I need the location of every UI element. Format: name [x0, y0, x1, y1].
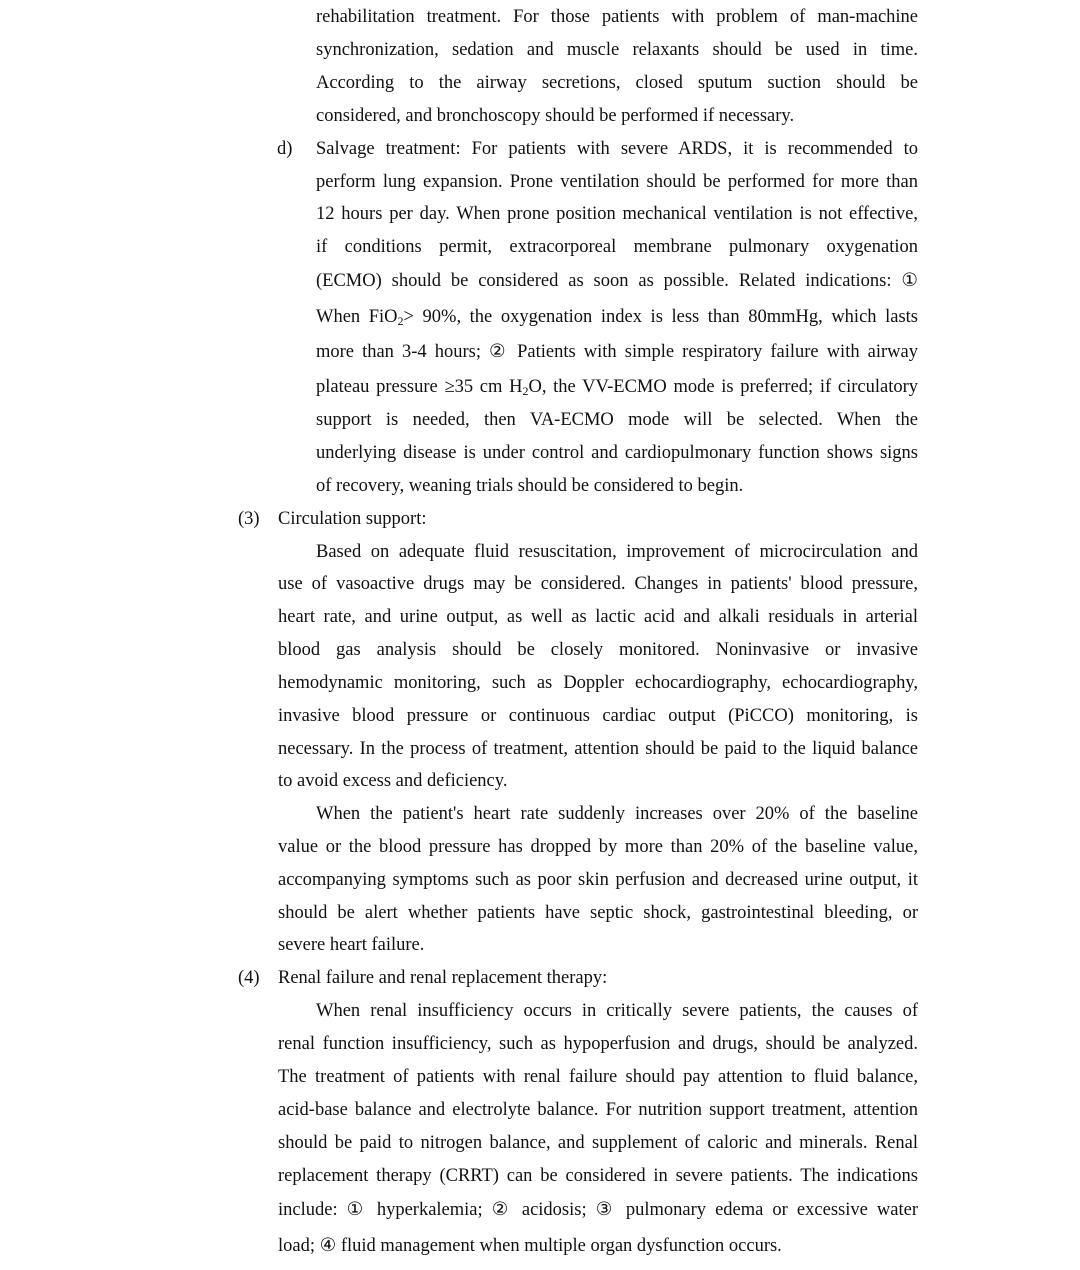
text-line: include: ① hyperkalemia; ② acidosis; ③ pulmonary edema or excessive water [278, 1200, 918, 1220]
text-line: invasive blood pressure or continuous cardiac output (PiCCO) monitoring, is [278, 706, 918, 726]
text-line: necessary. In the process of treatment, attention should be paid to the liquid balance [278, 739, 918, 759]
section-number: (4) [238, 968, 260, 988]
section-heading: Renal failure and renal replacement therapy: [278, 968, 608, 988]
text-line: 12 hours per day. When prone position mechanical ventilation is not effective, [316, 204, 918, 224]
list-marker: d) [277, 139, 293, 159]
text-line: replacement therapy (CRRT) can be considered in severe patients. The indications [278, 1166, 918, 1186]
text-run: plateau pressure ≥35 cm H [316, 377, 523, 397]
section-number: (3) [238, 509, 260, 529]
text-line: support is needed, then VA-ECMO mode will be selected. When the [316, 410, 918, 430]
text-line: underlying disease is under control and cardiopulmonary function shows signs [316, 443, 918, 463]
text-run: > 90%, the oxygenation index is less than 80mmHg, which lasts [403, 307, 918, 327]
text-line: When renal insufficiency occurs in critically severe patients, the causes of [316, 1001, 918, 1021]
text-line: renal function insufficiency, such as hypoperfusion and drugs, should be analyzed. [278, 1034, 918, 1054]
text-line: severe heart failure. [278, 935, 425, 955]
text-line: When the patient's heart rate suddenly increases over 20% of the baseline [316, 804, 918, 824]
text-run: When FiO [316, 307, 398, 327]
text-line: of recovery, weaning trials should be considered to begin. [316, 476, 744, 496]
text-line: (ECMO) should be considered as soon as possible. Related indications: ① [316, 271, 918, 291]
text-line: rehabilitation treatment. For those patients with problem of man-machine [316, 7, 918, 27]
text-line: accompanying symptoms such as poor skin perfusion and decreased urine output, it [278, 870, 918, 890]
text-line: Salvage treatment: For patients with severe ARDS, it is recommended to [316, 139, 918, 159]
text-line: should be paid to nitrogen balance, and supplement of caloric and minerals. Renal [278, 1133, 918, 1153]
subscript: 2 [522, 384, 529, 398]
text-line: to avoid excess and deficiency. [278, 771, 508, 791]
section-heading: Circulation support: [278, 509, 427, 529]
text-line: hemodynamic monitoring, such as Doppler echocardiography, echocardiography, [278, 673, 918, 693]
text-line: should be alert whether patients have septic shock, gastrointestinal bleeding, or [278, 903, 918, 923]
text-run: O, the VV-ECMO mode is preferred; if circulatory [528, 377, 919, 397]
text-line: acid-base balance and electrolyte balance. For nutrition support treatment, attention [278, 1100, 918, 1120]
text-line [316, 374, 918, 400]
text-line: more than 3-4 hours; ② Patients with simple respiratory failure with airway [316, 342, 918, 362]
text-line: heart rate, and urine output, as well as lactic acid and alkali residuals in arterial [278, 607, 918, 627]
text-line: load; ④ fluid management when multiple organ dysfunction occurs. [278, 1236, 782, 1256]
text-line: synchronization, sedation and muscle relaxants should be used in time. [316, 40, 918, 60]
text-line: value or the blood pressure has dropped by more than 20% of the baseline value, [278, 837, 918, 857]
text-line: blood gas analysis should be closely monitored. Noninvasive or invasive [278, 640, 918, 660]
text-line: Based on adequate fluid resuscitation, improvement of microcirculation and [316, 542, 918, 562]
text-line: perform lung expansion. Prone ventilation should be performed for more than [316, 172, 918, 192]
subscript: 2 [397, 314, 404, 328]
text-line: considered, and bronchoscopy should be performed if necessary. [316, 106, 795, 126]
text-line [316, 304, 918, 330]
text-line: According to the airway secretions, closed sputum suction should be [316, 73, 918, 93]
text-line: if conditions permit, extracorporeal membrane pulmonary oxygenation [316, 237, 918, 257]
text-line: use of vasoactive drugs may be considered. Changes in patients' blood pressure, [278, 574, 918, 594]
text-line: The treatment of patients with renal failure should pay attention to fluid balance, [278, 1067, 918, 1087]
